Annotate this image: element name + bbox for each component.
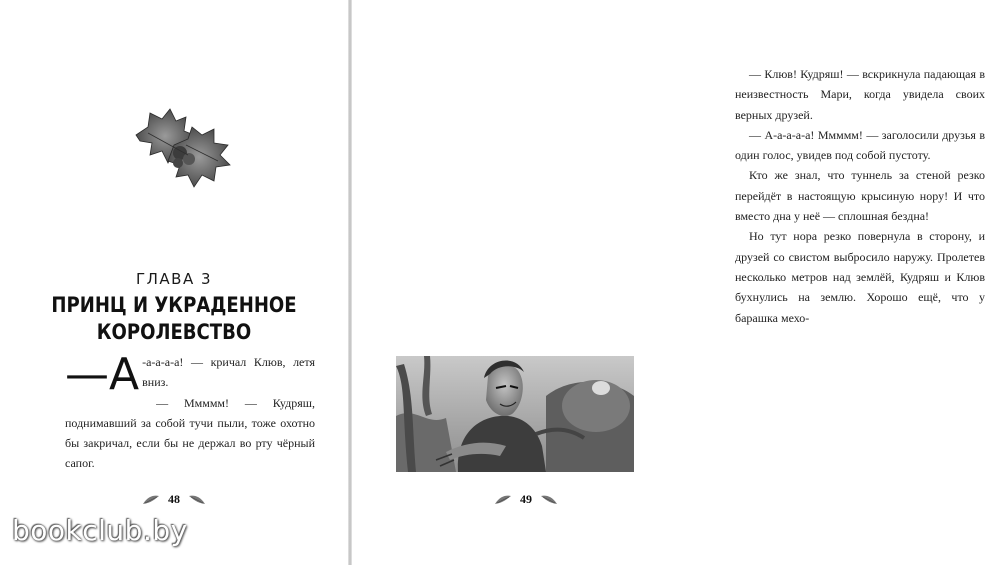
right-page bbox=[352, 0, 985, 565]
leaf-icon bbox=[188, 494, 206, 506]
paragraph bbox=[65, 349, 315, 400]
right-page-text bbox=[735, 64, 985, 328]
chapter-title-line-1: ПРИНЦ И УКРАДЕННОЕ bbox=[51, 293, 297, 317]
paragraph: Но тут нора резко повернула в сторону, и друзей со свистом выбросило наружу. Пролетев несколько метров над землёй, Кудряш и Клюв бухнулись на землю. Хорошо ещё, что у барашка мехо- bbox=[735, 229, 985, 325]
page-number: 49 bbox=[520, 492, 532, 506]
paragraph-text: -а-а-а-а! — кричал Клюв, летя вниз. bbox=[142, 355, 315, 390]
leaf-icon bbox=[142, 494, 160, 506]
chapter-title bbox=[24, 292, 323, 346]
paragraph: — А-а-а-а-а! Ммммм! — заголосили друзья в один голос, увидев под собой пустоту. bbox=[735, 127, 985, 163]
page-number-footer bbox=[0, 492, 348, 507]
leaf-icon bbox=[494, 494, 512, 506]
cartoon-illustration bbox=[396, 356, 634, 472]
drop-cap: —А bbox=[65, 349, 140, 400]
chapter-title-line-2: КОРОЛЕВСТВО bbox=[96, 320, 252, 344]
paragraph: — Клюв! Кудряш! — вскрикнула падающая в неизвестность Мари, когда увидела своих верных друзей. bbox=[735, 67, 985, 122]
site-watermark: bookclub.by bbox=[12, 514, 188, 547]
page-number-footer bbox=[352, 492, 700, 507]
chapter-number: ГЛАВА 3 bbox=[135, 270, 213, 288]
paragraph: Кто же знал, что туннель за стеной резко перейдёт в настоящую крысиную нору! И что вместо дна у неё — сплошная бездна! bbox=[735, 168, 985, 224]
left-page bbox=[0, 0, 348, 565]
left-page-text bbox=[65, 349, 315, 474]
page-number: 48 bbox=[168, 492, 180, 506]
paragraph: — Ммммм! — Кудряш, поднимавший за собой тучи пыли, тоже охотно бы закричал, если бы не держал во рту чёрный сапог. bbox=[65, 395, 315, 471]
leaf-icon bbox=[540, 494, 558, 506]
holly-leaf-ornament bbox=[128, 105, 238, 201]
